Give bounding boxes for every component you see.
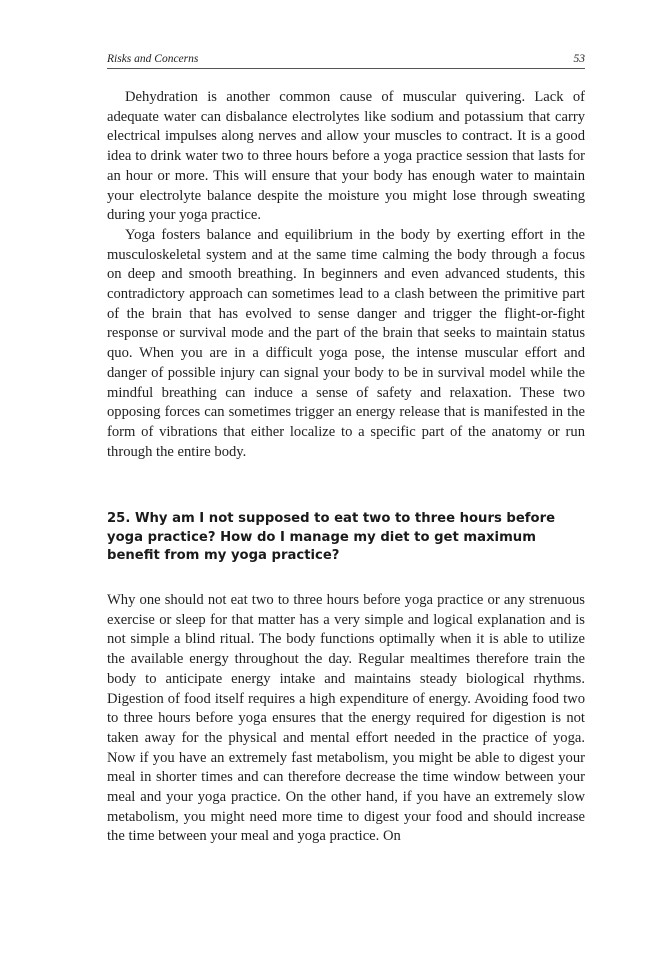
body-text-top xyxy=(107,88,585,462)
page-number: 53 xyxy=(573,53,585,65)
paragraph-yoga-balance: Yoga fosters balance and equilibrium in the body by exerting effort in the musculoskeletal system and at the same time calming the body through a focus on deep and smooth breathing. In beginners and even advanced students, this contradictory approach can sometimes lead to a clash between the primitive part of the brain that has evolved to sense danger and trigger the flight-or-fight response or survival mode and the part of the brain that seeks to maintain status quo. When you are in a difficult yoga pose, the intense muscular effort and danger of possible injury can signal your body to be in survival model while the mindful breathing can induce a sense of safety and relaxation. These two opposing forces can sometimes trigger an energy release that is manifested in the form of vibrations that either localize to a specific part of the anatomy or run through the entire body. xyxy=(107,226,585,460)
paragraph-answer: Why one should not eat two to three hours before yoga practice or any strenuous exercise or sleep for that matter has a very simple and logical explanation and is not simple a blind ritual. The body functions optimally when it is able to utilize the available energy throughout the day. Regular mealtimes therefore train the body to anticipate energy intake and maintains steady biological rhythms. Digestion of food itself requires a high expenditure of energy. Avoiding food two to three hours before yoga ensures that the energy required for digestion is not taken away for the physical and mental effort needed in the practice of yoga. Now if you have an extremely fast metabolism, you might be able to digest your meal in shorter times and can therefore decrease the time window between your meal and your yoga practice. On the other hand, if you have an extremely slow metabolism, you might need more time to digest your food and should increase the time between your meal and yoga practice. On xyxy=(107,592,585,845)
paragraph-dehydration: Dehydration is another common cause of muscular quivering. Lack of adequate water can disbalance electrolytes like sodium and potassium that carry electrical impulses along nerves and allow your muscles to contract. It is a good idea to drink water two to three hours before a yoga practice session that lasts for an hour or more. This will ensure that your body has enough water to maintain your electrolyte balance despite the moisture you might lose through sweating during your yoga practice. xyxy=(107,89,585,224)
running-head-title: Risks and Concerns xyxy=(107,53,199,65)
question-heading: 25. Why am I not supposed to eat two to three hours before yoga practice? How do I manage my diet to get maximum benefit from my yoga practice? xyxy=(107,511,556,563)
body-text-answer xyxy=(107,591,585,847)
running-header xyxy=(107,51,585,69)
